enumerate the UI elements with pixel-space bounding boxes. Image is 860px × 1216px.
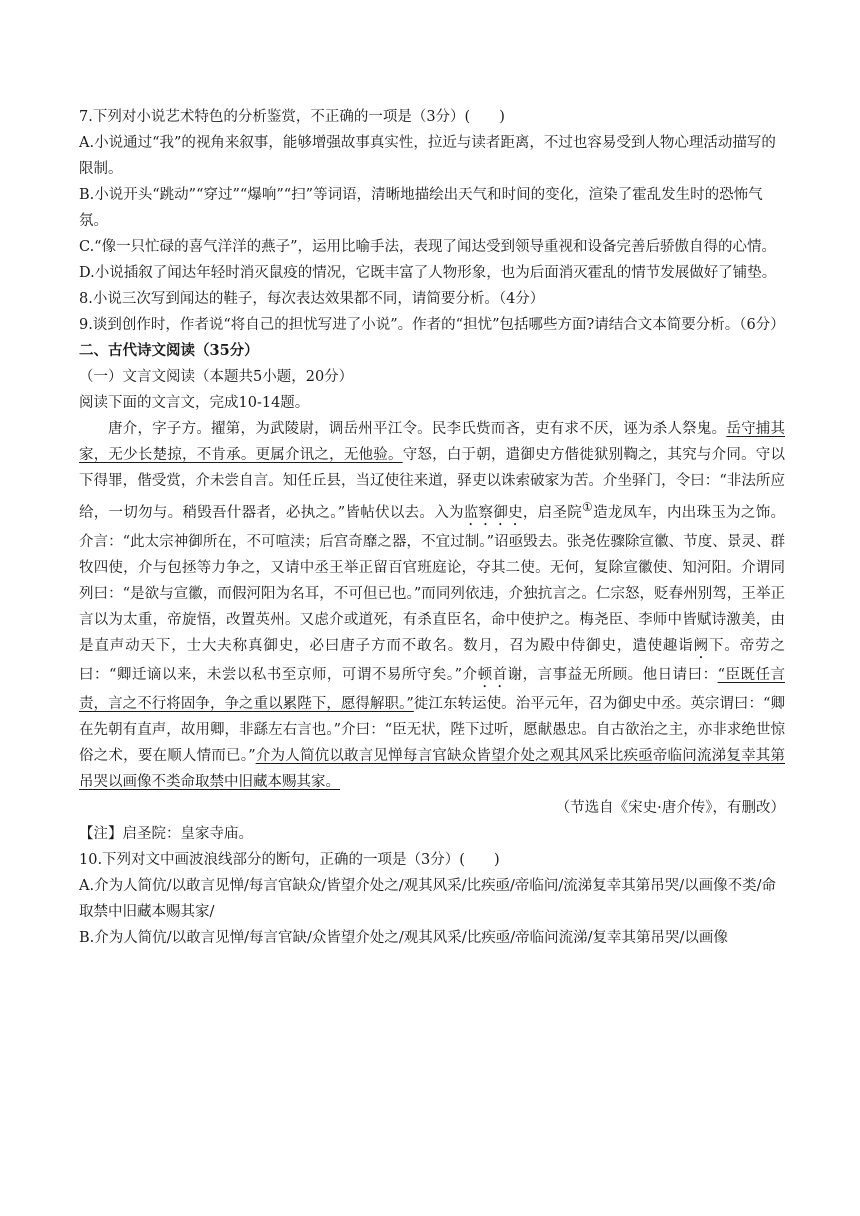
q7-option-b: B.小说开头“跳动”“穿过”“爆响”“扫”等词语，清晰地描绘出天气和时间的变化，渲染了霍乱发生时的恐怖气氛。: [79, 187, 763, 229]
q7-stem: 7.下列对小说艺术特色的分析鉴赏，不正确的一项是（3分）( ): [79, 109, 505, 125]
footnote: 【注】启圣院：皇家寺庙。: [79, 825, 253, 842]
reading-instruction: 阅读下面的文言文，完成10-14题。: [79, 395, 310, 411]
q7-option-a: A.小说通过“我”的视角来叙事，能够增强故事真实性，拉近与读者距离，不过也容易受到人物心理活动描写的限制。: [79, 135, 776, 177]
passage-dotted-3: 顿首: [477, 666, 508, 683]
passage-text-5: 下。帝劳之曰：“卿迁谪以来，未尝以私书至京师，可谓不易所守矣。”介: [79, 637, 786, 683]
passage-text-4: 造龙凤车，内出珠玉为之饰。介言：“此太宗神御所在，不可喧渎；后宫奇靡之器，不宜过制。”诏亟毁去。张尧佐骤除宣徽、节度、景灵、群牧四使，介与包拯等力争之，又请中丞王举正留百官班庭论，夺其二使。无何，复除宣徽使、知河阳。介谓同列曰：“是欲与宣徽，而假河阳为名耳，不可但已也。”而同列依违，介独抗言之。仁宗怒，贬春州别驾，王举正言以为太重，帝旋悟，改置英州。又虑介或道死，有杀直臣名，命中使护之。梅尧臣、李师中皆赋诗激美，由是直声动天下，士大夫称真御史，必曰唐子方而不敢名。数月，召为殿中侍御史，遣使趣诣: [79, 504, 785, 654]
passage-dotted-1: 监察御史: [463, 504, 523, 521]
passage-text-7: 徙江东转运使。治平元年，召为御史中丞。英宗谓曰：“卿在先朝有直声，故用卿，非繇左右言也。”介曰：“臣无状，陛下过听，愿献愚忠。自古欲治之主，亦非求绝世惊俗之术，要在顺人情而已。”: [79, 695, 785, 764]
q10-option-b: B.介为人简伉/以敢言见惮/每言官缺/众皆望介处之/观其风采/比疾亟/帝临问流涕/复幸其第吊哭/以画像: [79, 929, 728, 946]
passage-text-6: 谢，言事益无所顾。他日请曰：: [507, 666, 718, 683]
section-heading: 二、古代诗文阅读（35分）: [79, 342, 259, 359]
q9-stem: 9.谈到创作时，作者说“将自己的担忧写进了小说”。作者的“担忧”包括哪些方面?请结合文本简要分析。（6分）: [79, 317, 785, 333]
passage-source: （节选自《宋史·唐介传》，有删改）: [555, 799, 785, 816]
passage-text-1: 唐介，字子方。擢第，为武陵尉，调岳州平江令。民李氏赀而吝，吏有求不厌，诬为杀人祭鬼。: [108, 421, 727, 437]
passage-wavy-underlined: 介为人简伉以敢言见惮每言官缺众皆望介处之观其风采比疾亟帝临问流涕复幸其第吊哭以画像不类命取禁中旧藏本赐其家。: [79, 747, 785, 790]
q7-option-d: D.小说插叙了闻达年轻时消灭鼠疫的情况，它既丰富了人物形象，也为后面消灭霍乱的情节发展做好了铺垫。: [79, 265, 777, 281]
classical-passage: [79, 416, 785, 795]
q7-option-c: C.“像一只忙碌的喜气洋洋的燕子”，运用比喻手法，表现了闻达受到领导重视和设备完善后骄傲自得的心情。: [79, 239, 777, 255]
footnote-marker: ①: [582, 500, 594, 514]
subsection-heading: （一）文言文阅读（本题共5小题，20分）: [79, 369, 354, 385]
passage-underlined-2: “臣既任言责，言之不行将固争，争之重以累陛下，愿得解职。”: [79, 666, 785, 712]
passage-dotted-2: 阙: [693, 637, 710, 654]
document-content: [79, 104, 785, 951]
q10-option-a: A.介为人简伉/以敢言见惮/每言官缺众/皆望介处之/观其风采/比疾亟/帝临问/流涕复幸其第吊哭/以画像不类/命取禁中旧藏本赐其家/: [79, 877, 777, 920]
passage-text-2: 守怒，白于朝，遣御史方偕徙狱别鞫之，其究与介同。守以下得罪，偕受赏，介未尝自言。知任丘县，当辽使往来道，驿吏以诛索破家为苦。介坐驿门，令曰：“非法所应给，一切勿与。稍毁吾什器者，必执之。”皆帖伏以去。入为: [79, 447, 786, 521]
passage-text-3: ，启圣院: [522, 504, 583, 521]
q10-stem: 10.下列对文中画波浪线部分的断句，正确的一项是（3分）( ): [79, 851, 500, 868]
passage-underlined-1: 岳守捕其家，无少长楚掠，不肯承。更属介讯之，无他验。: [79, 421, 786, 463]
q8-stem: 8.小说三次写到闻达的鞋子，每次表达效果都不同，请简要分析。（4分）: [79, 291, 545, 307]
